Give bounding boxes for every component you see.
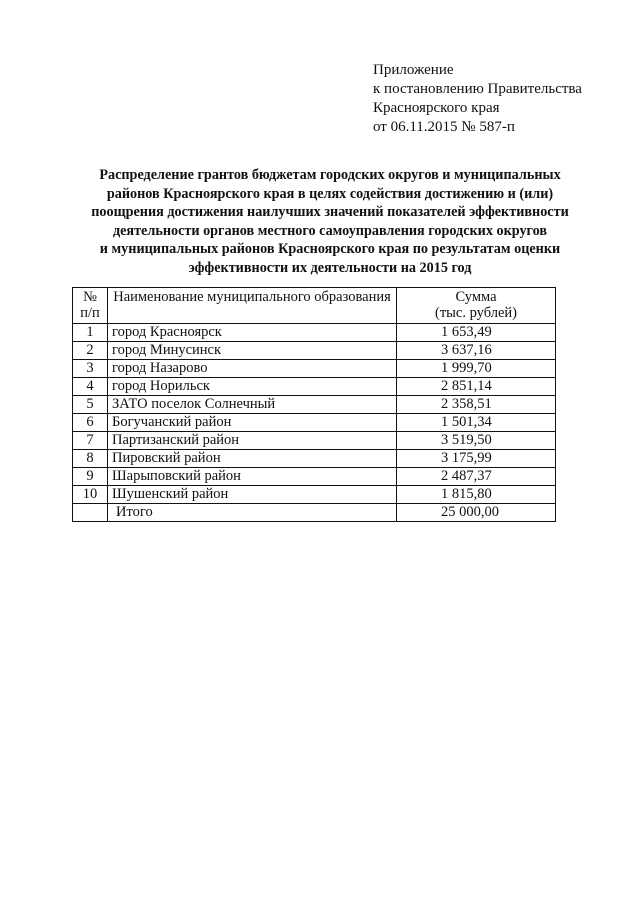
header-sum-line2: (тыс. рублей)	[435, 305, 517, 321]
table-row	[73, 396, 556, 414]
title-line: поощрения достижения наилучших значений показателей эффективности	[91, 204, 569, 220]
row-name: город Назарово	[108, 360, 397, 378]
table-row	[73, 324, 556, 342]
title-line: эффективности их деятельности на 2015 год	[188, 259, 472, 276]
row-sum: 2 851,14	[397, 378, 556, 396]
title-line: районов Красноярского края в целях содействия достижению и (или)	[106, 185, 554, 202]
row-number: 4	[73, 378, 108, 396]
row-sum: 3 175,99	[397, 450, 556, 468]
annex-line: от 06.11.2015 № 587-п	[373, 119, 515, 135]
table-row	[73, 450, 556, 468]
row-sum: 2 358,51	[397, 396, 556, 414]
title-line: и муниципальных районов Красноярского края по результатам оценки	[99, 241, 561, 257]
row-name: город Норильск	[108, 378, 397, 396]
header-name: Наименование муниципального образования	[108, 288, 397, 324]
row-name: ЗАТО поселок Солнечный	[108, 396, 397, 414]
total-number-empty	[73, 504, 108, 522]
row-number: 3	[73, 360, 108, 378]
row-number: 10	[73, 486, 108, 504]
annex-line: к постановлению Правительства	[373, 81, 582, 97]
row-name: Шарыповский район	[108, 468, 397, 486]
title-line: деятельности органов местного самоуправления городских округов	[112, 222, 548, 239]
header-number-line2: п/п	[80, 305, 100, 321]
row-number: 7	[73, 432, 108, 450]
row-name: Шушенский район	[108, 486, 397, 504]
grants-table	[72, 287, 556, 522]
annex-block	[373, 61, 582, 137]
table-row	[73, 468, 556, 486]
table-row	[73, 360, 556, 378]
row-name: город Красноярск	[108, 324, 397, 342]
row-number: 6	[73, 414, 108, 432]
header-number	[73, 288, 108, 324]
row-sum: 3 637,16	[397, 342, 556, 360]
table-row	[73, 414, 556, 432]
total-label: Итого	[108, 504, 397, 522]
row-number: 8	[73, 450, 108, 468]
total-sum: 25 000,00	[397, 504, 556, 522]
annex-line: Красноярского края	[373, 100, 500, 116]
table-row	[73, 378, 556, 396]
row-sum: 1 501,34	[397, 414, 556, 432]
row-number: 5	[73, 396, 108, 414]
document-title	[60, 166, 600, 277]
table-total-row	[73, 504, 556, 522]
header-sum-line1: Сумма	[455, 289, 497, 305]
row-sum: 3 519,50	[397, 432, 556, 450]
table-header-row	[73, 288, 556, 324]
row-number: 1	[73, 324, 108, 342]
table-row	[73, 486, 556, 504]
header-sum	[397, 288, 556, 324]
row-name: Пировский район	[108, 450, 397, 468]
title-line: Распределение грантов бюджетам городских округов и муниципальных	[99, 167, 561, 183]
header-number-line1: №	[83, 289, 97, 305]
annex-line: Приложение	[373, 62, 454, 78]
row-number: 2	[73, 342, 108, 360]
row-name: Партизанский район	[108, 432, 397, 450]
row-sum: 1 815,80	[397, 486, 556, 504]
row-number: 9	[73, 468, 108, 486]
row-name: Богучанский район	[108, 414, 397, 432]
row-sum: 2 487,37	[397, 468, 556, 486]
table-row	[73, 342, 556, 360]
row-sum: 1 999,70	[397, 360, 556, 378]
row-name: город Минусинск	[108, 342, 397, 360]
table-row	[73, 432, 556, 450]
row-sum: 1 653,49	[397, 324, 556, 342]
